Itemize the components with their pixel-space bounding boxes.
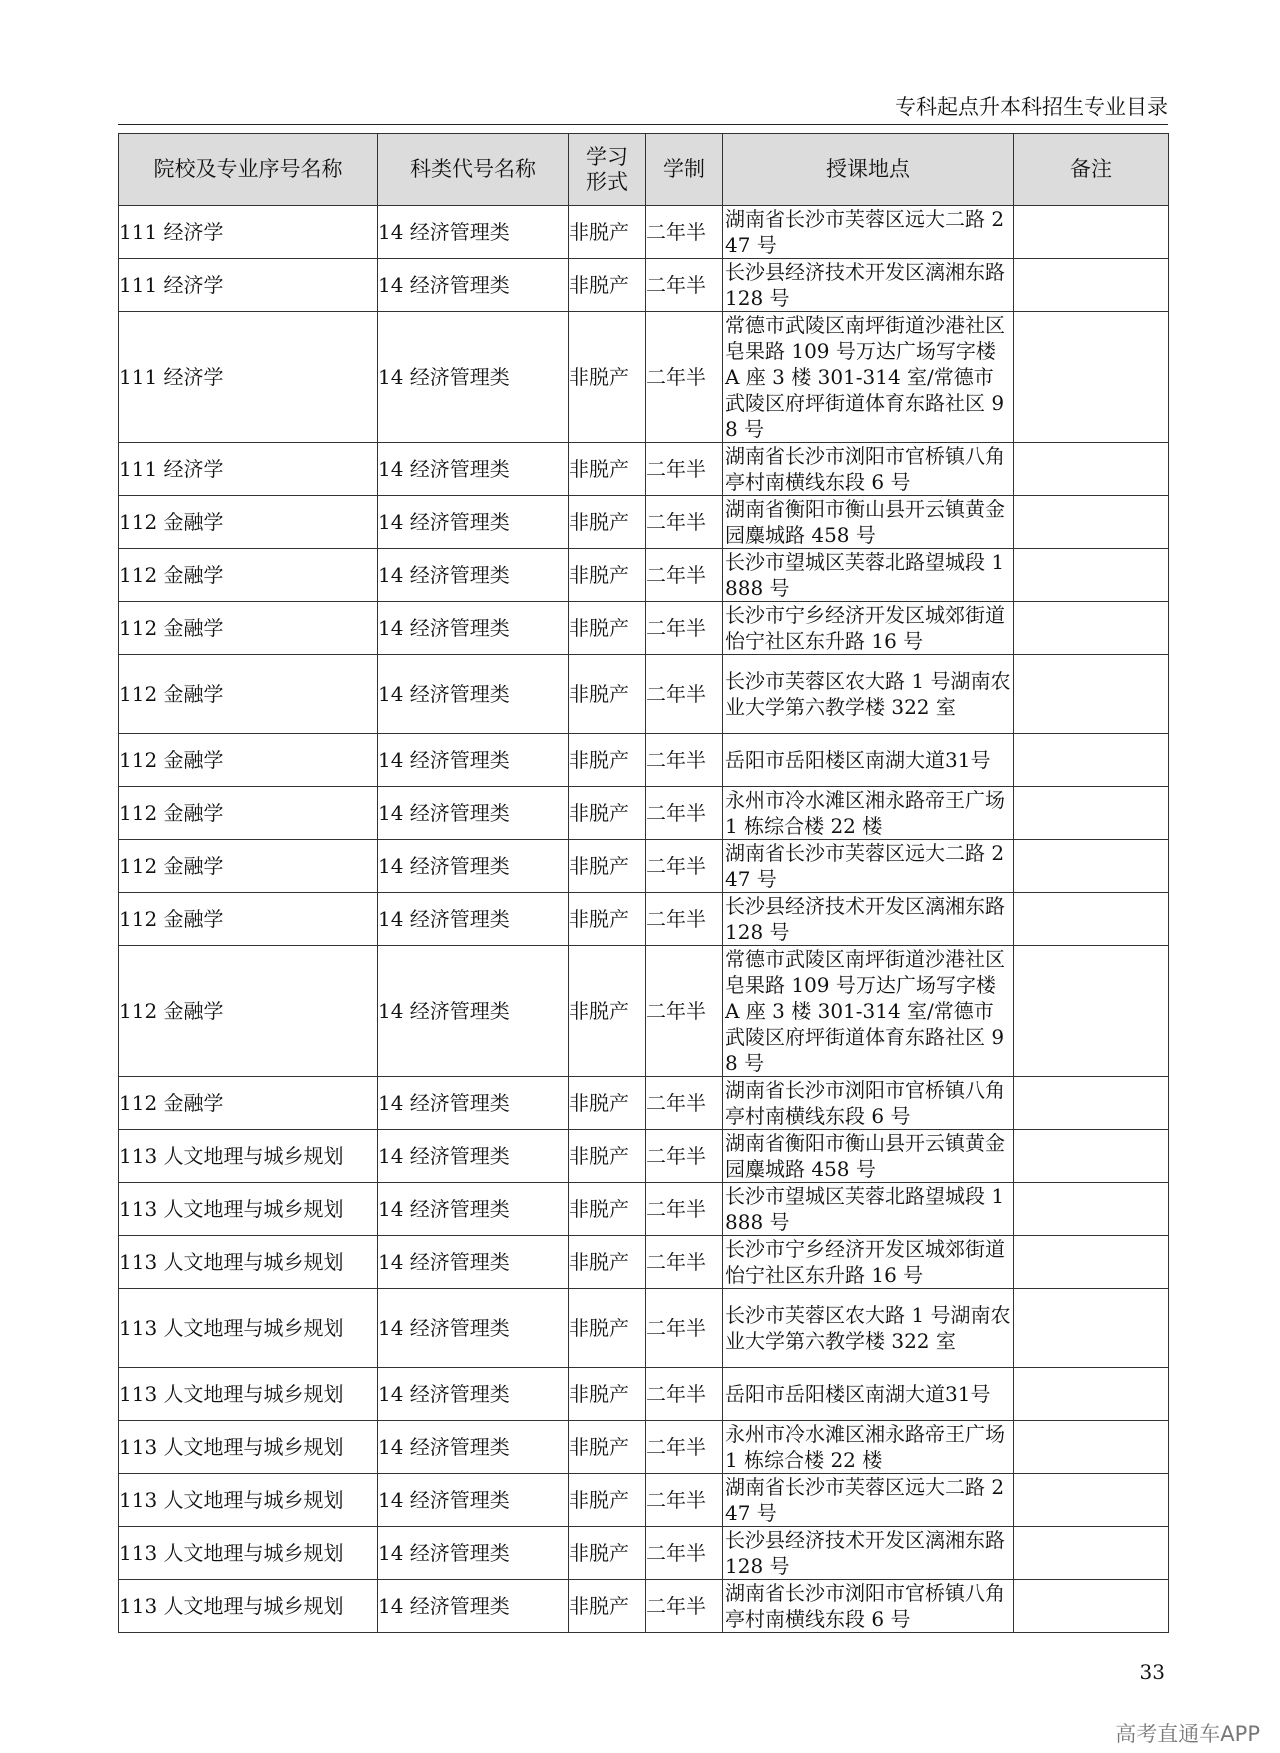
cell-major: 113 人文地理与城乡规划 (119, 1236, 378, 1289)
cell-form: 非脱产 (569, 787, 646, 840)
cell-location: 长沙市芙蓉区农大路 1 号湖南农业大学第六教学楼 322 室 (723, 655, 1014, 734)
cell-category: 14 经济管理类 (378, 1368, 569, 1421)
cell-location: 湖南省长沙市浏阳市官桥镇八角亭村南横线东段 6 号 (723, 1077, 1014, 1130)
cell-form: 非脱产 (569, 496, 646, 549)
cell-form: 非脱产 (569, 655, 646, 734)
cell-note (1014, 787, 1169, 840)
cell-major: 113 人文地理与城乡规划 (119, 1289, 378, 1368)
cell-category: 14 经济管理类 (378, 1183, 569, 1236)
cell-form: 非脱产 (569, 1183, 646, 1236)
cell-location: 长沙县经济技术开发区漓湘东路 128 号 (723, 259, 1014, 312)
cell-form: 非脱产 (569, 1077, 646, 1130)
cell-form: 非脱产 (569, 1474, 646, 1527)
cell-form: 非脱产 (569, 1236, 646, 1289)
table-row (119, 1289, 1169, 1368)
cell-major: 112 金融学 (119, 946, 378, 1077)
cell-category: 14 经济管理类 (378, 312, 569, 443)
cell-location: 永州市冷水滩区湘永路帝王广场 1 栋综合楼 22 楼 (723, 787, 1014, 840)
cell-duration: 二年半 (646, 602, 723, 655)
cell-note (1014, 1580, 1169, 1633)
cell-form: 非脱产 (569, 946, 646, 1077)
cell-location: 湖南省衡阳市衡山县开云镇黄金园麋城路 458 号 (723, 496, 1014, 549)
cell-note (1014, 1183, 1169, 1236)
page-number: 33 (1139, 1660, 1165, 1684)
cell-category: 14 经济管理类 (378, 206, 569, 259)
cell-location: 湖南省长沙市浏阳市官桥镇八角亭村南横线东段 6 号 (723, 1580, 1014, 1633)
cell-category: 14 经济管理类 (378, 1421, 569, 1474)
cell-category: 14 经济管理类 (378, 1580, 569, 1633)
cell-form: 非脱产 (569, 1368, 646, 1421)
cell-category: 14 经济管理类 (378, 840, 569, 893)
cell-major: 112 金融学 (119, 893, 378, 946)
table-row (119, 259, 1169, 312)
cell-duration: 二年半 (646, 840, 723, 893)
col-header-form-text: 学习形式 (586, 144, 628, 194)
cell-form: 非脱产 (569, 1527, 646, 1580)
cell-duration: 二年半 (646, 787, 723, 840)
table-row (119, 206, 1169, 259)
cell-form: 非脱产 (569, 1130, 646, 1183)
cell-category: 14 经济管理类 (378, 655, 569, 734)
cell-location: 长沙市宁乡经济开发区城郊街道怡宁社区东升路 16 号 (723, 1236, 1014, 1289)
cell-location: 湖南省长沙市芙蓉区远大二路 247 号 (723, 206, 1014, 259)
cell-location: 湖南省长沙市芙蓉区远大二路 247 号 (723, 1474, 1014, 1527)
table-row (119, 1580, 1169, 1633)
cell-category: 14 经济管理类 (378, 734, 569, 787)
cell-note (1014, 734, 1169, 787)
watermark: 高考直通车APP (1115, 1722, 1260, 1746)
cell-form: 非脱产 (569, 734, 646, 787)
cell-note (1014, 1527, 1169, 1580)
cell-duration: 二年半 (646, 1580, 723, 1633)
table-row (119, 893, 1169, 946)
cell-category: 14 经济管理类 (378, 787, 569, 840)
cell-location: 湖南省衡阳市衡山县开云镇黄金园麋城路 458 号 (723, 1130, 1014, 1183)
table-row (119, 1368, 1169, 1421)
cell-form: 非脱产 (569, 1421, 646, 1474)
cell-category: 14 经济管理类 (378, 549, 569, 602)
running-header (118, 92, 1168, 125)
cell-duration: 二年半 (646, 734, 723, 787)
cell-duration: 二年半 (646, 1077, 723, 1130)
cell-major: 113 人文地理与城乡规划 (119, 1130, 378, 1183)
cell-major: 113 人文地理与城乡规划 (119, 1368, 378, 1421)
cell-duration: 二年半 (646, 1474, 723, 1527)
cell-note (1014, 1474, 1169, 1527)
col-header-major: 院校及专业序号名称 (119, 134, 378, 206)
cell-category: 14 经济管理类 (378, 443, 569, 496)
cell-category: 14 经济管理类 (378, 496, 569, 549)
cell-major: 112 金融学 (119, 840, 378, 893)
cell-location: 长沙市望城区芙蓉北路望城段 1888 号 (723, 549, 1014, 602)
cell-duration: 二年半 (646, 1236, 723, 1289)
cell-major: 111 经济学 (119, 206, 378, 259)
table-row (119, 1527, 1169, 1580)
cell-major: 112 金融学 (119, 602, 378, 655)
cell-duration: 二年半 (646, 206, 723, 259)
major-catalog-table (118, 133, 1169, 1633)
cell-duration: 二年半 (646, 549, 723, 602)
cell-note (1014, 655, 1169, 734)
cell-form: 非脱产 (569, 206, 646, 259)
cell-major: 112 金融学 (119, 1077, 378, 1130)
cell-note (1014, 1130, 1169, 1183)
cell-major: 113 人文地理与城乡规划 (119, 1421, 378, 1474)
cell-note (1014, 312, 1169, 443)
cell-major: 111 经济学 (119, 443, 378, 496)
table-row (119, 312, 1169, 443)
cell-major: 112 金融学 (119, 734, 378, 787)
table-header-row (119, 134, 1169, 206)
cell-note (1014, 893, 1169, 946)
table-row (119, 1421, 1169, 1474)
cell-location: 永州市冷水滩区湘永路帝王广场 1 栋综合楼 22 楼 (723, 1421, 1014, 1474)
table-row (119, 602, 1169, 655)
cell-duration: 二年半 (646, 496, 723, 549)
cell-location: 常德市武陵区南坪街道沙港社区皂果路 109 号万达广场写字楼 A 座 3 楼 301-314 室/常德市武陵区府坪街道体育东路社区 98 号 (723, 312, 1014, 443)
cell-form: 非脱产 (569, 443, 646, 496)
cell-duration: 二年半 (646, 655, 723, 734)
cell-note (1014, 602, 1169, 655)
table-row (119, 946, 1169, 1077)
cell-duration: 二年半 (646, 443, 723, 496)
cell-major: 112 金融学 (119, 549, 378, 602)
cell-major: 113 人文地理与城乡规划 (119, 1474, 378, 1527)
table-body (119, 206, 1169, 1633)
cell-note (1014, 549, 1169, 602)
cell-note (1014, 443, 1169, 496)
cell-note (1014, 259, 1169, 312)
cell-note (1014, 1368, 1169, 1421)
cell-duration: 二年半 (646, 1527, 723, 1580)
cell-duration: 二年半 (646, 312, 723, 443)
cell-location: 湖南省长沙市芙蓉区远大二路 247 号 (723, 840, 1014, 893)
cell-duration: 二年半 (646, 1368, 723, 1421)
cell-location: 岳阳市岳阳楼区南湖大道31号 (723, 1368, 1014, 1421)
cell-note (1014, 1236, 1169, 1289)
cell-note (1014, 840, 1169, 893)
cell-major: 112 金融学 (119, 655, 378, 734)
cell-form: 非脱产 (569, 1289, 646, 1368)
cell-location: 岳阳市岳阳楼区南湖大道31号 (723, 734, 1014, 787)
cell-category: 14 经济管理类 (378, 1474, 569, 1527)
table-row (119, 734, 1169, 787)
cell-duration: 二年半 (646, 1130, 723, 1183)
cell-category: 14 经济管理类 (378, 893, 569, 946)
col-header-duration: 学制 (646, 134, 723, 206)
cell-category: 14 经济管理类 (378, 1236, 569, 1289)
cell-category: 14 经济管理类 (378, 602, 569, 655)
cell-note (1014, 496, 1169, 549)
cell-form: 非脱产 (569, 312, 646, 443)
cell-note (1014, 946, 1169, 1077)
table-row (119, 1130, 1169, 1183)
cell-category: 14 经济管理类 (378, 946, 569, 1077)
cell-category: 14 经济管理类 (378, 1289, 569, 1368)
cell-form: 非脱产 (569, 1580, 646, 1633)
cell-form: 非脱产 (569, 549, 646, 602)
col-header-note: 备注 (1014, 134, 1169, 206)
cell-duration: 二年半 (646, 1289, 723, 1368)
table-row (119, 549, 1169, 602)
cell-note (1014, 1077, 1169, 1130)
cell-note (1014, 1289, 1169, 1368)
header-title: 专科起点升本科招生专业目录 (895, 95, 1168, 119)
col-header-form (569, 134, 646, 206)
cell-form: 非脱产 (569, 259, 646, 312)
cell-duration: 二年半 (646, 946, 723, 1077)
cell-duration: 二年半 (646, 1421, 723, 1474)
cell-note (1014, 1421, 1169, 1474)
table-row (119, 443, 1169, 496)
table-row (119, 787, 1169, 840)
table-row (119, 655, 1169, 734)
cell-duration: 二年半 (646, 259, 723, 312)
cell-category: 14 经济管理类 (378, 1077, 569, 1130)
table-row (119, 1183, 1169, 1236)
cell-location: 长沙县经济技术开发区漓湘东路 128 号 (723, 893, 1014, 946)
cell-location: 长沙市宁乡经济开发区城郊街道怡宁社区东升路 16 号 (723, 602, 1014, 655)
cell-form: 非脱产 (569, 602, 646, 655)
cell-location: 湖南省长沙市浏阳市官桥镇八角亭村南横线东段 6 号 (723, 443, 1014, 496)
cell-location: 长沙市望城区芙蓉北路望城段 1888 号 (723, 1183, 1014, 1236)
table-row (119, 1077, 1169, 1130)
cell-form: 非脱产 (569, 893, 646, 946)
col-header-category: 科类代号名称 (378, 134, 569, 206)
table-row (119, 1236, 1169, 1289)
cell-major: 111 经济学 (119, 312, 378, 443)
cell-major: 111 经济学 (119, 259, 378, 312)
table-row (119, 1474, 1169, 1527)
cell-form: 非脱产 (569, 840, 646, 893)
cell-major: 112 金融学 (119, 496, 378, 549)
cell-location: 长沙县经济技术开发区漓湘东路 128 号 (723, 1527, 1014, 1580)
cell-location: 长沙市芙蓉区农大路 1 号湖南农业大学第六教学楼 322 室 (723, 1289, 1014, 1368)
cell-major: 113 人文地理与城乡规划 (119, 1527, 378, 1580)
cell-category: 14 经济管理类 (378, 1527, 569, 1580)
cell-location: 常德市武陵区南坪街道沙港社区皂果路 109 号万达广场写字楼 A 座 3 楼 301-314 室/常德市武陵区府坪街道体育东路社区 98 号 (723, 946, 1014, 1077)
cell-duration: 二年半 (646, 893, 723, 946)
cell-note (1014, 206, 1169, 259)
cell-category: 14 经济管理类 (378, 259, 569, 312)
col-header-location: 授课地点 (723, 134, 1014, 206)
cell-major: 113 人文地理与城乡规划 (119, 1580, 378, 1633)
cell-category: 14 经济管理类 (378, 1130, 569, 1183)
cell-major: 112 金融学 (119, 787, 378, 840)
cell-duration: 二年半 (646, 1183, 723, 1236)
table-row (119, 496, 1169, 549)
table-row (119, 840, 1169, 893)
cell-major: 113 人文地理与城乡规划 (119, 1183, 378, 1236)
